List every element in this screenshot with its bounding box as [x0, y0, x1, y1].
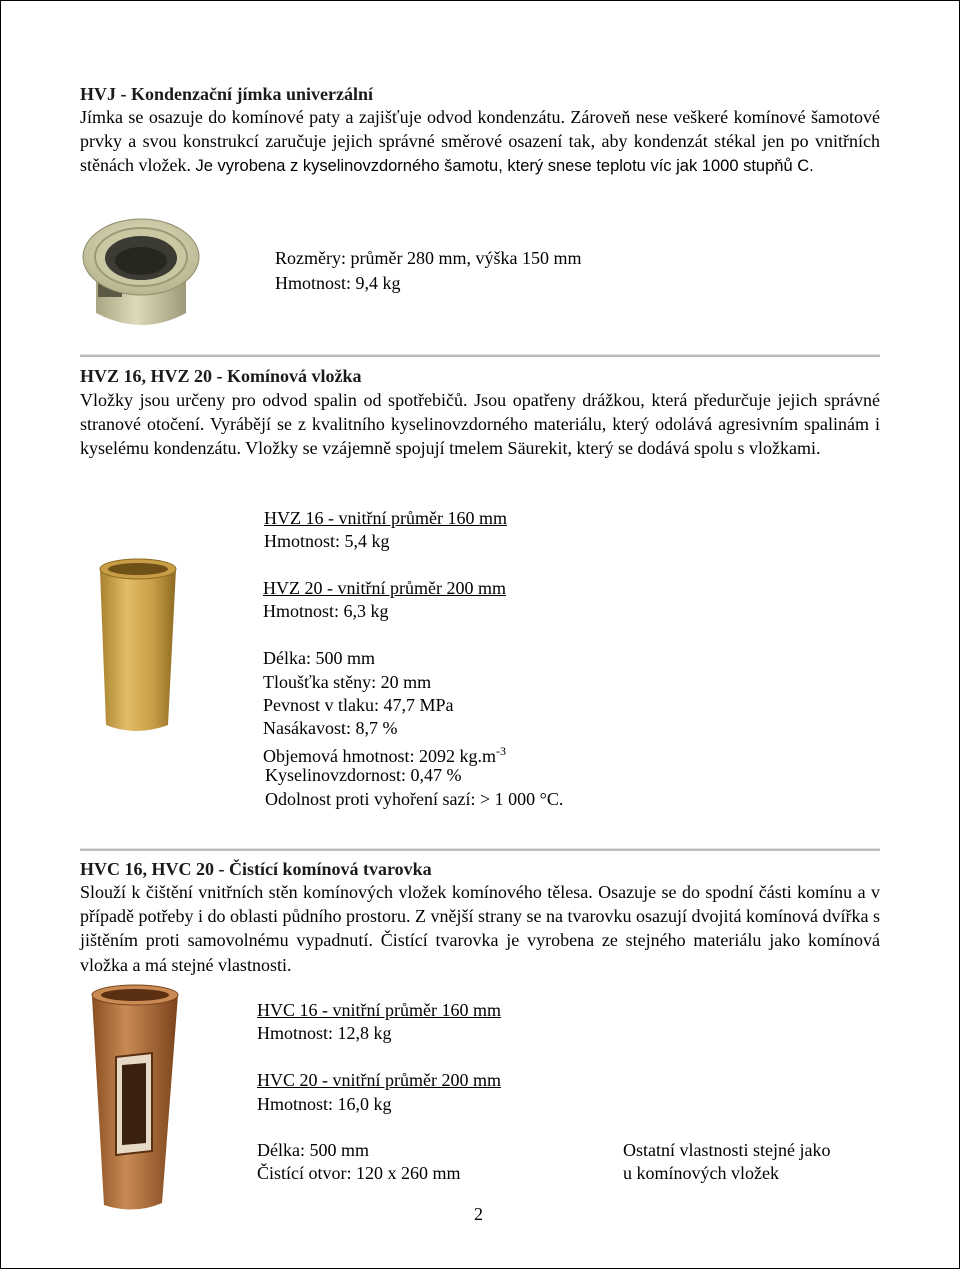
hvz20-title: HVZ 20 - vnitřní průměr 200 mm [263, 578, 506, 598]
hvj-description-serif: Jímka se osazuje do komínové paty a zajišťuje odvod kondenzátu. Zároveň nese veškeré komínové šamotové prvky a svou konstrukcí zaručuje jejich správné směrové osazení tak, aby kondenzát stékal jen po vnitřních stěnách vložek. [80, 107, 880, 176]
hvz16-title: HVZ 16 - vnitřní průměr 160 mm [264, 508, 507, 528]
page-number: 2 [474, 1204, 483, 1224]
hvj-heading: HVJ - Kondenzační jímka univerzální [80, 84, 374, 104]
hvc-note-line1: Ostatní vlastnosti stejné jako [623, 1140, 831, 1160]
condensate-trap-image [80, 213, 204, 331]
hvc-note-line2: u komínových vložek [623, 1163, 779, 1183]
hvj-weight: Hmotnost: 9,4 kg [275, 273, 401, 293]
hvj-dimensions: Rozměry: průměr 280 mm, výška 150 mm [275, 248, 582, 268]
hvz16-weight: Hmotnost: 5,4 kg [264, 531, 390, 551]
hvz-bulk-density-text: Objemová hmotnost: 2092 kg.m [263, 746, 496, 766]
cleaning-fitting-image [86, 983, 186, 1213]
hvz-description: Vložky jsou určeny pro odvod spalin od spotřebičů. Jsou opatřeny drážkou, která předurčuje jejich správné stranové otočení. Vyrábějí se z kvalitního kyselinovzdorného materiálu, který odolává agresivním spalinám i kyselému kondenzátu. Vložky se vzájemně spojují tmelem Säurekit, který se dodává spolu s vložkami. [80, 390, 880, 459]
hvc16-weight: Hmotnost: 12,8 kg [257, 1023, 392, 1043]
hvz-heading: HVZ 16, HVZ 20 - Komínová vložka [80, 366, 362, 386]
hvz20-weight: Hmotnost: 6,3 kg [263, 601, 389, 621]
hvz-soot-fire-resistance: Odolnost proti vyhoření sazí: > 1 000 °C. [265, 789, 564, 809]
hvc-heading: HVC 16, HVC 20 - Čistící komínová tvarovka [80, 859, 432, 879]
hvc16-title: HVC 16 - vnitřní průměr 160 mm [257, 1000, 501, 1020]
hvc-description: Slouží k čištění vnitřních stěn komínových vložek komínového tělesa. Osazuje se do spodní části komínu a v případě potřeby i do oblasti půdního prostoru. Z vnější strany se na tvarovku osazují dvojitá komínová dvířka s jištěním proti samovolnému vypadnutí. Čistící tvarovka je vyrobena ze stejného materiálu jako komínová vložka a má stejné vlastnosti. [80, 882, 880, 975]
hvz-wall-thickness: Tloušťka stěny: 20 mm [263, 672, 432, 692]
hvz-length: Délka: 500 mm [263, 648, 375, 668]
hvj-description [80, 105, 880, 179]
section-divider [80, 354, 880, 357]
chimney-liner-image [96, 557, 180, 737]
hvz-compressive-strength: Pevnost v tlaku: 47,7 MPa [263, 695, 454, 715]
hvz-absorption: Nasákavost: 8,7 % [263, 718, 398, 738]
hvc-cleaning-opening: Čistící otvor: 120 x 260 mm [257, 1163, 461, 1183]
hvz-bulk-density-exponent: -3 [496, 744, 506, 758]
hvc20-title: HVC 20 - vnitřní průměr 200 mm [257, 1070, 501, 1090]
hvj-description-sans: Je vyrobena z kyselinovzdorného šamotu, který snese teplotu víc jak 1000 stupňů C. [190, 157, 814, 176]
section-divider [80, 848, 880, 851]
hvc20-weight: Hmotnost: 16,0 kg [257, 1094, 392, 1114]
hvc-length: Délka: 500 mm [257, 1140, 369, 1160]
hvz-acid-resistance: Kyselinovzdornost: 0,47 % [265, 765, 462, 785]
